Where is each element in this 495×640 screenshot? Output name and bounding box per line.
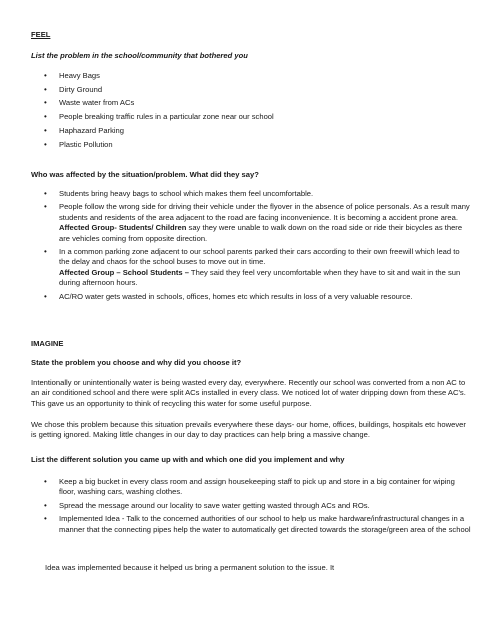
- list-item: • Haphazard Parking: [31, 126, 471, 136]
- list-item: • Implemented Idea - Talk to the concerned authorities of our school to help us make hardware/infrastructural changes in a manner that the connecting pipes help the water to automatically get directed towards the storage/green area of the school: [31, 514, 471, 535]
- affected-group-text: say they were unable to walk down on the road side or ride their bicycles as there are vehicles coming from opposite direction.: [59, 223, 463, 243]
- list-item: • Spread the message around our locality to save water getting wasted through ACs and ROs.: [31, 501, 471, 511]
- list-item: • Heavy Bags: [31, 71, 471, 81]
- list-item: • People breaking traffic rules in a particular zone near our school: [31, 112, 471, 122]
- list-item: [31, 292, 471, 302]
- list-item: [31, 247, 471, 289]
- imagine-paragraph: We chose this problem because this situation prevails everywhere these days- our home, offices, buildings, hospitals etc however is getting ignored. Making little changes in our day to day practices can help bring a massive change.: [31, 420, 466, 440]
- affected-item-text: In a common parking zone adjacent to our school parents parked their cars according to their own freewill which lead to the delay and chaos for the school buses to move out in time.: [59, 247, 460, 267]
- list-item: • Waste water from ACs: [31, 98, 471, 108]
- affected-group-label: Affected Group – School Students –: [59, 267, 189, 277]
- affected-item-text: Students bring heavy bags to school which makes them feel uncomfortable.: [59, 189, 314, 198]
- list-item: • Plastic Pollution: [31, 140, 471, 150]
- solutions-question: List the different solution you came up with and which one did you implement and why: [31, 455, 345, 464]
- list-item: [31, 202, 471, 244]
- closing-paragraph: Idea was implemented because it helped us bring a permanent solution to the issue. It: [45, 563, 335, 572]
- affected-group-note: [59, 223, 471, 244]
- imagine-question: State the problem you choose and why did you choose it?: [31, 358, 242, 367]
- section-heading-feel: FEEL: [31, 30, 51, 39]
- affected-item-text: AC/RO water gets wasted in schools, offices, homes etc which results in loss of a very valuable resource.: [59, 291, 413, 301]
- feel-prompt: List the problem in the school/community that bothered you: [31, 51, 248, 60]
- affected-item-text: People follow the wrong side for driving their vehicle under the flyover in the absence of police personals. As a result many students and residents of the area adjacent to the road are facing inconvenience. It is becoming a accident prone area.: [59, 202, 470, 222]
- list-item: [31, 189, 471, 199]
- list-item: • Keep a big bucket in every class room and assign housekeeping staff to pick up and store in a big container for wiping floor, washing cars, washing clothes.: [31, 477, 471, 498]
- list-item: • Dirty Ground: [31, 85, 471, 95]
- affected-question: Who was affected by the situation/problem. What did they say?: [31, 170, 259, 179]
- problem-list: [31, 71, 471, 150]
- affected-group-text: They said they feel very uncomfortable when they have to sit and wait in the sun during afternoon hours.: [59, 267, 461, 288]
- imagine-paragraph: Intentionally or unintentionally water is being wasted every day, everywhere. Recently our school was converted from a non AC to an air conditioned school and there were split ACs installed in every class. We noticed lot of water dripping down from these AC's. This gave us an opportunity to think of recycling this water for some useful purpose.: [31, 378, 466, 408]
- affected-list: [31, 189, 471, 302]
- section-heading-imagine: IMAGINE: [31, 339, 64, 348]
- affected-group-note: [59, 268, 471, 289]
- solutions-list: [31, 477, 471, 535]
- affected-group-label: Affected Group- Students/ Children: [59, 223, 187, 233]
